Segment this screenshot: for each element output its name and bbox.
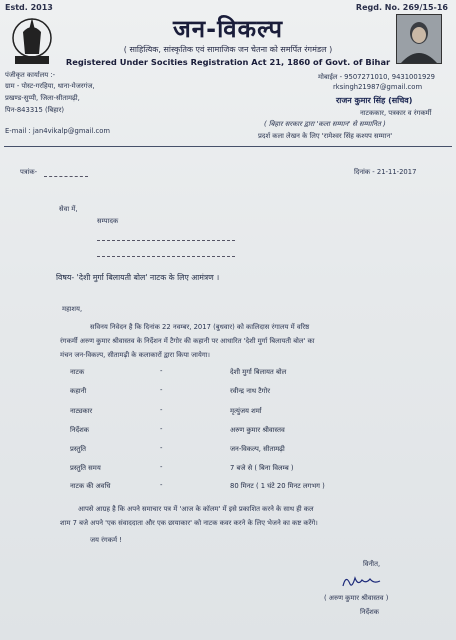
detail-separator: - bbox=[160, 444, 163, 452]
para1-line2: रंगकर्मी अरुण कुमार श्रीवास्तव के निर्देशन में टैगोर की कहानी पर आधारित 'देशी मुर्गा बिलायती बोल' का bbox=[60, 337, 315, 345]
office-address-line2: प्रखण्ड-सुप्पी, जिला-सीतामढ़ी, bbox=[5, 94, 80, 102]
detail-value: मृत्युंजय शर्मा bbox=[230, 407, 262, 415]
detail-label: प्रस्तुति समय bbox=[70, 464, 101, 472]
detail-value: 80 मिनट ( 1 घंटे 20 मिनट लगभग ) bbox=[230, 482, 325, 490]
salutation: महाशय, bbox=[62, 305, 83, 313]
detail-value: जन-विकल्प, सीतामढ़ी bbox=[230, 445, 285, 453]
registration-statement: Registered Under Socities Registration Act 21, 1860 of Govt. of Bihar bbox=[65, 57, 391, 67]
detail-separator: - bbox=[160, 463, 163, 471]
detail-label: नाट्यकार bbox=[70, 407, 93, 415]
detail-separator: - bbox=[160, 481, 163, 489]
para2-line2: शाम 7 बजे अपने 'एक संवाददाता और एक छायाकार' को नाटक कवर करने के लिए भेजने का कष्ट करेंगे। bbox=[60, 519, 318, 527]
recipient-title: सम्पादक bbox=[97, 217, 119, 225]
contact-mobile: मोबाईल - 9507271010, 9431001929 bbox=[318, 73, 435, 81]
detail-value: अरुण कुमार श्रीवास्तव bbox=[230, 426, 285, 434]
address-blank-1 bbox=[97, 240, 235, 241]
patrank-blank bbox=[44, 176, 88, 177]
seva-me: सेवा में, bbox=[59, 205, 78, 213]
signer-name: ( अरुण कुमार श्रीवास्तव ) bbox=[324, 594, 389, 602]
detail-label: नाटक bbox=[70, 368, 85, 376]
detail-separator: - bbox=[160, 425, 163, 433]
award-line2: प्रदर्श कला लेखन के लिए 'रामेश्वर सिंह कश्यप सम्मान' bbox=[258, 132, 393, 140]
detail-label: प्रस्तुति bbox=[70, 445, 87, 453]
secretary-role: नाटककार, पत्रकार व रंगकर्मी bbox=[360, 109, 432, 117]
detail-separator: - bbox=[160, 386, 163, 394]
office-heading: पंजीकृत कार्यालय :- bbox=[5, 71, 56, 79]
detail-label: निर्देशक bbox=[70, 426, 89, 434]
office-address-line1: ग्राम - पोस्ट-गरहिया, थाना-मेजरगंज, bbox=[5, 82, 95, 90]
registration-number: Regd. No. 269/15-16 bbox=[355, 3, 448, 12]
tagline: ( साहित्यिक, सांस्कृतिक एवं सामाजिक जन चेतना को समर्पित रंगमंडल ) bbox=[123, 45, 333, 54]
letter-date: दिनांक - 21-11-2017 bbox=[354, 168, 417, 176]
organization-name: जन-विकल्प bbox=[172, 15, 283, 43]
estd-label: Estd. 2013 bbox=[5, 3, 53, 12]
para1-line3: मंचन जन-विकल्प, सीतामढ़ी के कलाकारों द्वारा किया जायेगा। bbox=[60, 351, 211, 359]
address-blank-2 bbox=[97, 256, 235, 257]
vinit-label: विनीत, bbox=[363, 560, 381, 568]
detail-separator: - bbox=[160, 367, 163, 375]
office-email: E-mail : jan4vikalp@gmail.com bbox=[5, 127, 111, 135]
detail-value: 7 बजे से ( बिना विलम्ब ) bbox=[230, 464, 294, 472]
award-line1: ( बिहार सरकार द्वारा 'कला सम्मान' से सम्मानित ) bbox=[264, 120, 386, 128]
detail-separator: - bbox=[160, 406, 163, 414]
para2-line1: आपसे आग्रह है कि अपने समाचार पत्र में 'आज के कॉलम' में इसे प्रकाशित करने के साथ ही कल bbox=[78, 505, 314, 513]
secretary-photo bbox=[396, 14, 442, 64]
header-divider bbox=[4, 146, 452, 147]
detail-value: रवीन्द्र नाथ टैगोर bbox=[230, 387, 271, 395]
subject-line: विषय- 'देशी मुर्गा बिलायती बोल' नाटक के लिए आमंत्रण । bbox=[56, 273, 220, 282]
detail-value: देशी मुर्गा बिलायत बोल bbox=[230, 368, 287, 376]
detail-label: नाटक की अवधि bbox=[70, 482, 111, 490]
closing-line: जय रंगकर्म ! bbox=[90, 536, 122, 544]
detail-label: कहानी bbox=[70, 387, 87, 395]
signature bbox=[340, 572, 386, 590]
signer-role: निर्देशक bbox=[360, 608, 379, 616]
para1-line1: सविनय निवेदन है कि दिनांक 22 नवम्बर, 2017 (बुधवार) को कालिदास रंगालय में वरिष्ठ bbox=[90, 323, 310, 331]
secretary-name: राजन कुमार सिंह (सचिव) bbox=[336, 96, 413, 105]
patrank-label: पत्रांक- bbox=[20, 168, 38, 176]
office-address-line3: पिन-843315 (बिहार) bbox=[5, 106, 65, 114]
contact-email: rksingh21987@gmail.com bbox=[333, 83, 423, 91]
